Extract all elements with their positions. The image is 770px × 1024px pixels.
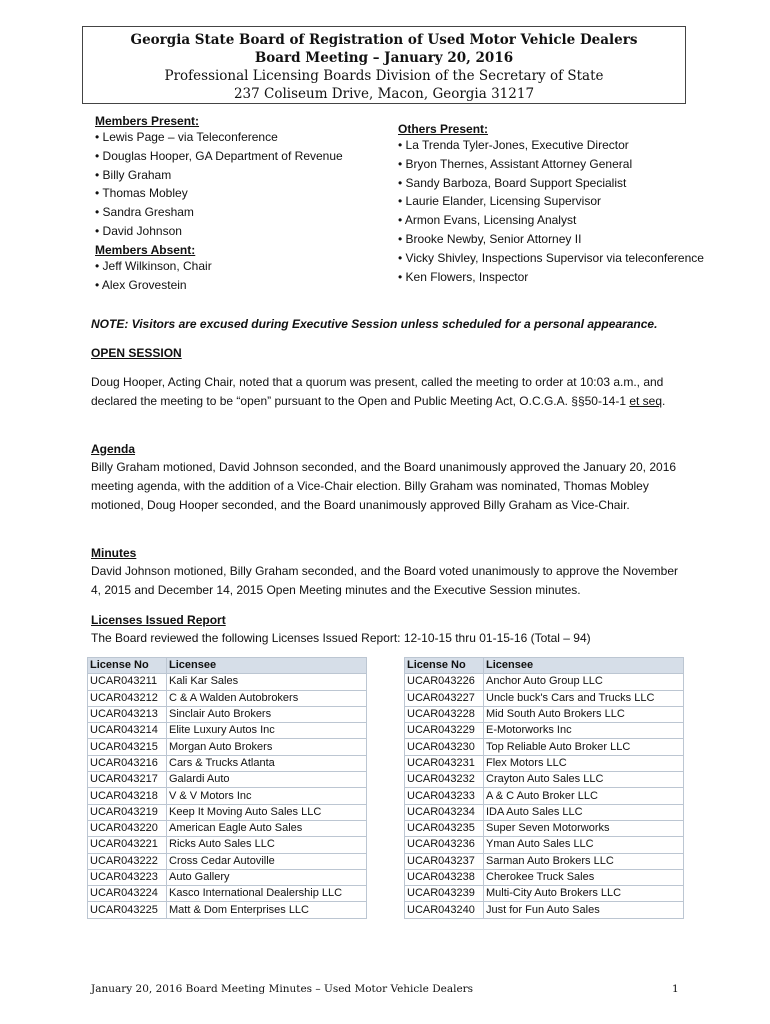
license-number: UCAR043217 xyxy=(88,772,167,788)
column-header-license-no: License No xyxy=(405,658,484,674)
table-row xyxy=(405,788,684,804)
table-row xyxy=(88,886,367,902)
license-number: UCAR043229 xyxy=(405,723,484,739)
license-number: UCAR043222 xyxy=(88,853,167,869)
table-row xyxy=(88,853,367,869)
open-session-heading: OPEN SESSION xyxy=(91,346,182,360)
list-item: • Sandy Barboza, Board Support Specialist xyxy=(398,174,704,193)
document-header xyxy=(82,26,686,104)
list-item: • Billy Graham xyxy=(95,166,343,185)
licenses-table-left xyxy=(87,657,367,919)
others-present-heading: Others Present: xyxy=(398,122,489,136)
license-number: UCAR043212 xyxy=(88,690,167,706)
list-item: • Jeff Wilkinson, Chair xyxy=(95,257,343,276)
licensee-name: Cross Cedar Autoville xyxy=(167,853,367,869)
board-title: Georgia State Board of Registration of Used Motor Vehicle Dealers xyxy=(130,32,638,48)
license-number: UCAR043213 xyxy=(88,706,167,722)
license-number: UCAR043221 xyxy=(88,837,167,853)
open-session-text-end: . xyxy=(662,394,666,408)
licensee-name: Kali Kar Sales xyxy=(167,674,367,690)
license-number: UCAR043230 xyxy=(405,739,484,755)
licensee-name: Ricks Auto Sales LLC xyxy=(167,837,367,853)
license-number: UCAR043220 xyxy=(88,820,167,836)
address: 237 Coliseum Drive, Macon, Georgia 31217 xyxy=(233,86,535,102)
list-item: • Ken Flowers, Inspector xyxy=(398,268,704,287)
license-number: UCAR043233 xyxy=(405,788,484,804)
table-row xyxy=(405,869,684,885)
others-present-section xyxy=(398,122,704,286)
table-row xyxy=(88,690,367,706)
members-present-list xyxy=(95,128,343,241)
licensee-name: Auto Gallery xyxy=(167,869,367,885)
minutes-heading: Minutes xyxy=(91,546,137,560)
license-number: UCAR043223 xyxy=(88,869,167,885)
license-number: UCAR043225 xyxy=(88,902,167,918)
licensee-name: Keep It Moving Auto Sales LLC xyxy=(167,804,367,820)
licensee-name: Kasco International Dealership LLC xyxy=(167,886,367,902)
members-absent-list xyxy=(95,257,343,295)
visitors-note: NOTE: Visitors are excused during Executive Session unless scheduled for a personal appearance. xyxy=(91,317,658,331)
table-row xyxy=(405,820,684,836)
table-row xyxy=(405,706,684,722)
table-row xyxy=(405,755,684,771)
licensee-name: Cars & Trucks Atlanta xyxy=(167,755,367,771)
open-session-text xyxy=(91,373,681,411)
list-item: • Douglas Hooper, GA Department of Revenue xyxy=(95,147,343,166)
licensee-name: IDA Auto Sales LLC xyxy=(484,804,684,820)
licensee-name: Morgan Auto Brokers xyxy=(167,739,367,755)
table-row xyxy=(405,674,684,690)
table-row xyxy=(88,723,367,739)
licensee-name: Yman Auto Sales LLC xyxy=(484,837,684,853)
members-absent-heading: Members Absent: xyxy=(95,242,196,257)
table-row xyxy=(88,674,367,690)
agenda-text: Billy Graham motioned, David Johnson seconded, and the Board unanimously approved the January 20, 2016 meeting agenda, with the addition of a Vice-Chair election. Billy Graham was nominated, Thomas Mobley motioned, Doug Hooper seconded, and the Board unanimously approved Billy Graham as Vice-Chair. xyxy=(91,460,677,512)
table-row xyxy=(405,837,684,853)
licensee-name: Galardi Auto xyxy=(167,772,367,788)
table-row xyxy=(88,820,367,836)
footer-text: January 20, 2016 Board Meeting Minutes – Used Motor Vehicle Dealers xyxy=(91,983,474,995)
table-row xyxy=(405,886,684,902)
agenda-heading: Agenda xyxy=(91,442,136,456)
table-row xyxy=(88,804,367,820)
licensee-name: Elite Luxury Autos Inc xyxy=(167,723,367,739)
table-row xyxy=(88,837,367,853)
licenses-heading: Licenses Issued Report xyxy=(91,613,226,627)
meeting-title: Board Meeting – January 20, 2016 xyxy=(254,50,514,66)
licensee-name: Crayton Auto Sales LLC xyxy=(484,772,684,788)
et-seq-text: et seq xyxy=(629,394,663,408)
list-item: • Armon Evans, Licensing Analyst xyxy=(398,211,704,230)
table-row xyxy=(405,739,684,755)
license-number: UCAR043231 xyxy=(405,755,484,771)
license-number: UCAR043216 xyxy=(88,755,167,771)
licenses-intro: The Board reviewed the following Licenses Issued Report: 12-10-15 thru 01-15-16 (Total – 94) xyxy=(91,631,591,645)
licensee-name: E-Motorworks Inc xyxy=(484,723,684,739)
list-item: • Thomas Mobley xyxy=(95,184,343,203)
licensee-name: Sarman Auto Brokers LLC xyxy=(484,853,684,869)
license-number: UCAR043240 xyxy=(405,902,484,918)
licensee-name: Matt & Dom Enterprises LLC xyxy=(167,902,367,918)
license-number: UCAR043214 xyxy=(88,723,167,739)
licensee-name: V & V Motors Inc xyxy=(167,788,367,804)
license-number: UCAR043236 xyxy=(405,837,484,853)
table-row xyxy=(405,723,684,739)
list-item: • David Johnson xyxy=(95,222,343,241)
licensee-name: A & C Auto Broker LLC xyxy=(484,788,684,804)
license-number: UCAR043224 xyxy=(88,886,167,902)
licensee-name: C & A Walden Autobrokers xyxy=(167,690,367,706)
table-row xyxy=(405,772,684,788)
license-number: UCAR043211 xyxy=(88,674,167,690)
table-row xyxy=(88,902,367,918)
list-item: • Sandra Gresham xyxy=(95,203,343,222)
list-item: • Vicky Shivley, Inspections Supervisor via teleconference xyxy=(398,249,704,268)
licenses-table-right xyxy=(404,657,684,919)
license-number: UCAR043234 xyxy=(405,804,484,820)
table-row xyxy=(88,706,367,722)
licenses-section xyxy=(91,611,591,648)
column-header-license-no: License No xyxy=(88,658,167,674)
licensee-name: Uncle buck's Cars and Trucks LLC xyxy=(484,690,684,706)
licensee-name: Sinclair Auto Brokers xyxy=(167,706,367,722)
column-header-licensee: Licensee xyxy=(484,658,684,674)
licensee-name: Top Reliable Auto Broker LLC xyxy=(484,739,684,755)
open-session-text-main: Doug Hooper, Acting Chair, noted that a quorum was present, called the meeting to order at 10:03 a.m., and declared the meeting to be “open” pursuant to the Open and Public Meeting Act, O.C.G.A. §§50-14-1 xyxy=(91,375,664,408)
license-number: UCAR043232 xyxy=(405,772,484,788)
licensee-name: Flex Motors LLC xyxy=(484,755,684,771)
licensee-name: Anchor Auto Group LLC xyxy=(484,674,684,690)
list-item: • Bryon Thernes, Assistant Attorney General xyxy=(398,155,704,174)
licensee-name: Cherokee Truck Sales xyxy=(484,869,684,885)
licensee-name: American Eagle Auto Sales xyxy=(167,820,367,836)
licensee-name: Mid South Auto Brokers LLC xyxy=(484,706,684,722)
license-number: UCAR043219 xyxy=(88,804,167,820)
page-number: 1 xyxy=(672,983,679,995)
table-row xyxy=(405,690,684,706)
list-item: • La Trenda Tyler-Jones, Executive Director xyxy=(398,136,704,155)
license-number: UCAR043226 xyxy=(405,674,484,690)
others-present-list xyxy=(398,136,704,286)
table-row xyxy=(88,788,367,804)
table-row xyxy=(88,739,367,755)
table-row xyxy=(88,772,367,788)
members-present-heading: Members Present: xyxy=(95,114,200,128)
list-item: • Alex Grovestein xyxy=(95,276,343,295)
license-number: UCAR043235 xyxy=(405,820,484,836)
license-number: UCAR043239 xyxy=(405,886,484,902)
division-name: Professional Licensing Boards Division of the Secretary of State xyxy=(164,68,604,84)
table-row xyxy=(88,755,367,771)
list-item: • Laurie Elander, Licensing Supervisor xyxy=(398,192,704,211)
license-number: UCAR043218 xyxy=(88,788,167,804)
list-item: • Lewis Page – via Teleconference xyxy=(95,128,343,147)
licensee-name: Just for Fun Auto Sales xyxy=(484,902,684,918)
members-present-section xyxy=(95,114,343,294)
table-row xyxy=(405,902,684,918)
column-header-licensee: Licensee xyxy=(167,658,367,674)
table-row xyxy=(405,853,684,869)
table-row xyxy=(88,869,367,885)
table-header-row xyxy=(405,658,684,674)
license-number: UCAR043238 xyxy=(405,869,484,885)
license-number: UCAR043227 xyxy=(405,690,484,706)
license-number: UCAR043228 xyxy=(405,706,484,722)
licensee-name: Multi-City Auto Brokers LLC xyxy=(484,886,684,902)
agenda-section xyxy=(91,440,681,515)
minutes-text: David Johnson motioned, Billy Graham seconded, and the Board voted unanimously to approve the November 4, 2015 and December 14, 2015 Open Meeting minutes and the Executive Session minutes. xyxy=(91,564,679,597)
licensee-name: Super Seven Motorworks xyxy=(484,820,684,836)
license-number: UCAR043215 xyxy=(88,739,167,755)
table-header-row xyxy=(88,658,367,674)
table-row xyxy=(405,804,684,820)
minutes-section xyxy=(91,544,681,600)
license-number: UCAR043237 xyxy=(405,853,484,869)
list-item: • Brooke Newby, Senior Attorney II xyxy=(398,230,704,249)
